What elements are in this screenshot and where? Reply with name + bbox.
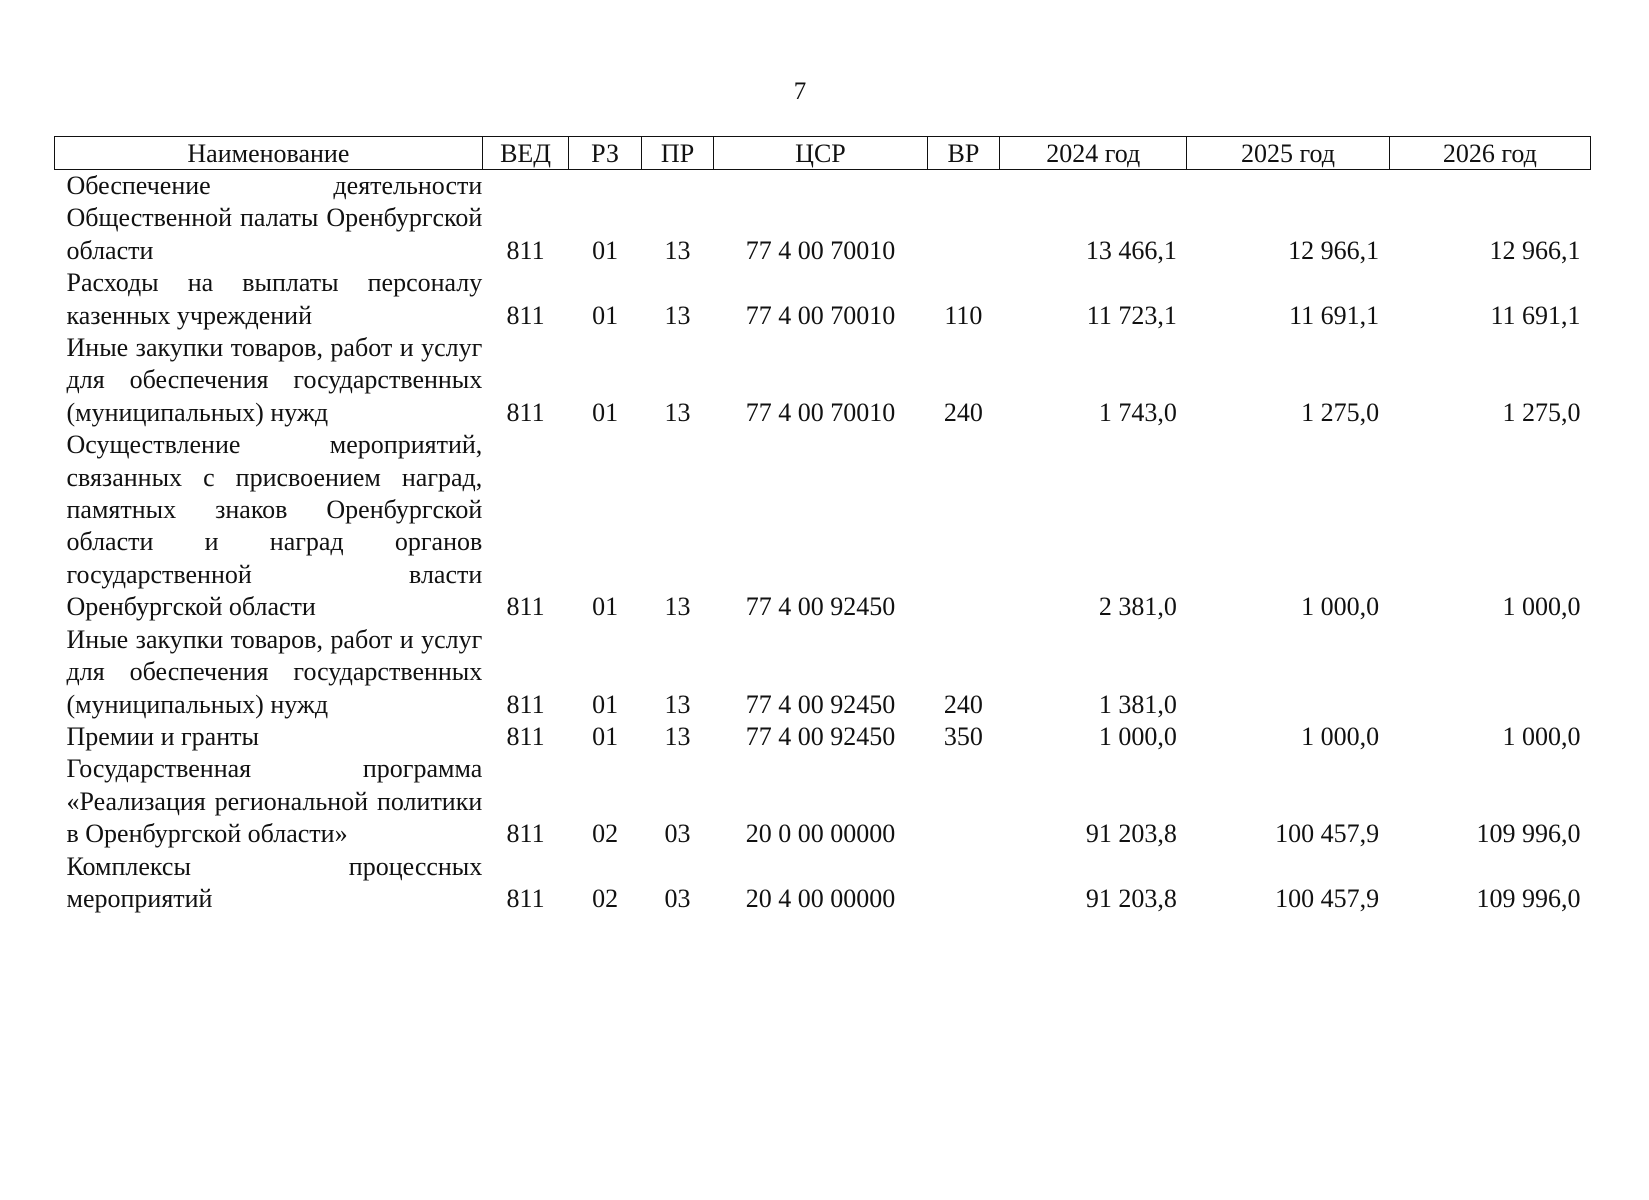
header-rz: РЗ [569,137,641,170]
row-ved: 811 [506,721,545,751]
header-csr: ЦСР [714,137,927,170]
header-2025: 2025 год [1187,137,1389,170]
row-rz: 01 [592,592,619,622]
row-vr: 240 [943,397,983,427]
row-rz: 01 [592,397,619,427]
row-pr: 13 [664,397,691,427]
row-2024: 13 466,1 [1085,235,1177,265]
row-2025: 12 966,1 [1288,235,1380,265]
table-row [55,753,1591,850]
row-pr: 13 [664,300,691,330]
row-rz: 01 [592,300,619,330]
header-2026: 2026 год [1389,137,1590,170]
row-vr [927,429,999,623]
row-csr: 77 4 00 92450 [745,721,896,751]
header-2024: 2024 год [1000,137,1187,170]
row-2026: 1 000,0 [1502,721,1581,751]
row-ved: 811 [506,883,545,913]
row-rz: 01 [592,721,619,751]
row-2024: 1 743,0 [1098,397,1177,427]
row-csr: 77 4 00 92450 [745,689,896,719]
row-rz: 01 [592,689,619,719]
header-pr: ПР [641,137,713,170]
budget-table [54,136,1591,915]
row-name: Государственная программа «Реализация региональной политики в Оренбургской области» [66,754,483,849]
row-name: Осуществление мероприятий, связанных с присвоением наград, памятных знаков Оренбургской области и наград органов государственной власти Оренбургской области [66,430,483,622]
row-2024: 91 203,8 [1085,883,1177,913]
header-vr: ВР [927,137,999,170]
row-ved: 811 [506,235,545,265]
table-row [55,851,1591,916]
row-ved: 811 [506,300,545,330]
table-body [55,170,1591,916]
row-2025: 100 457,9 [1275,819,1380,849]
row-rz: 02 [592,883,619,913]
row-2025: 1 000,0 [1301,721,1380,751]
row-pr: 13 [664,721,691,751]
row-name: Обеспечение деятельности Общественной палаты Оренбургской области [66,171,483,265]
row-ved: 811 [506,592,545,622]
row-ved: 811 [506,819,545,849]
row-ved: 811 [506,689,545,719]
row-2024: 11 723,1 [1086,300,1177,330]
table-row [55,721,1591,753]
row-vr: 350 [943,721,983,751]
row-2026 [1389,624,1590,721]
row-2026: 1 000,0 [1502,592,1581,622]
row-name: Премии и гранты [66,721,259,751]
row-csr: 20 0 00 00000 [745,819,896,849]
row-pr: 03 [664,883,691,913]
row-2024: 1 000,0 [1098,721,1177,751]
row-name: Комплексы процессных мероприятий [66,851,483,913]
row-csr: 77 4 00 92450 [745,592,896,622]
row-vr [927,753,999,850]
row-vr: 240 [943,689,983,719]
header-row [55,137,1591,170]
page-number: 7 [793,78,807,105]
row-rz: 02 [592,819,619,849]
row-2025 [1187,624,1389,721]
row-2026: 109 996,0 [1476,883,1581,913]
row-name: Иные закупки товаров, работ и услуг для обеспечения государственных (муниципальных) нужд [66,333,483,427]
row-name: Расходы на выплаты персоналу казенных учреждений [66,268,483,330]
row-2024: 91 203,8 [1085,819,1177,849]
row-csr: 77 4 00 70010 [745,300,896,330]
header-name: Наименование [55,137,483,170]
row-pr: 03 [664,819,691,849]
row-pr: 13 [664,689,691,719]
row-2024: 2 381,0 [1098,592,1177,622]
table-row [55,332,1591,429]
row-ved: 811 [506,397,545,427]
row-vr [927,851,999,916]
row-2025: 1 275,0 [1301,397,1380,427]
row-vr [927,170,999,268]
table-row [55,170,1591,268]
row-2024: 1 381,0 [1098,689,1177,719]
row-csr: 77 4 00 70010 [745,397,896,427]
row-name: Иные закупки товаров, работ и услуг для обеспечения государственных (муниципальных) нужд [66,624,483,719]
header-ved: ВЕД [482,137,569,170]
row-2026: 12 966,1 [1489,235,1581,265]
row-pr: 13 [664,235,691,265]
table-header [55,137,1591,170]
table-row [55,267,1591,332]
table-row [55,624,1591,721]
row-rz: 01 [592,235,619,265]
row-pr: 13 [664,592,691,622]
row-csr: 20 4 00 00000 [745,883,896,913]
row-2025: 1 000,0 [1301,592,1380,622]
row-2026: 1 275,0 [1502,397,1581,427]
row-vr: 110 [944,300,983,330]
row-csr: 77 4 00 70010 [745,235,896,265]
row-2026: 11 691,1 [1490,300,1581,330]
row-2025: 11 691,1 [1289,300,1380,330]
table-row [55,429,1591,623]
row-2025: 100 457,9 [1275,883,1380,913]
row-2026: 109 996,0 [1476,819,1581,849]
